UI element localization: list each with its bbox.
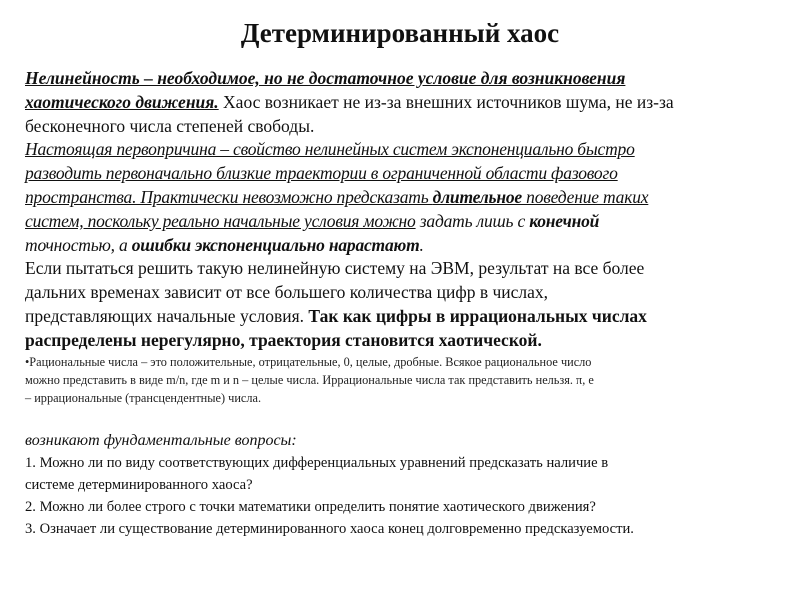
text-run: Так как цифры в иррациональных числах — [308, 305, 647, 326]
note-line: •Рациональные числа – это положительные, отрицательные, 0, целые, дробные. Всякое рациональное число — [25, 355, 592, 369]
note-line: можно представить в виде m/n, где m и n – целые числа. Иррациональные числа так представить нельзя. π, e — [25, 373, 594, 387]
p3-line — [25, 281, 674, 305]
question-1-cont: системе детерминированного хаоса? — [25, 477, 253, 493]
p2-line — [25, 186, 674, 210]
p3-line — [25, 329, 674, 353]
p3-line — [25, 257, 674, 281]
text-run: разводить первоначально близкие траектории в ограниченной области фазового — [25, 163, 618, 184]
text-run: длительное — [432, 186, 522, 207]
text-run: Если пытаться решить такую нелинейную систему на ЭВМ, результат на все более — [25, 258, 645, 279]
text-run: поведение таких — [522, 186, 649, 207]
text-run: точностью, а — [25, 234, 132, 255]
text-run: пространства. Практически невозможно предсказать — [25, 186, 433, 207]
p2-line — [25, 210, 674, 234]
text-run: ошибки экспоненциально нарастают — [131, 234, 420, 255]
questions-section — [25, 430, 634, 540]
p1-line — [25, 115, 674, 139]
question-1: 1. Можно ли по виду соответствующих дифференциальных уравнений предсказать наличие в — [25, 455, 609, 471]
text-run: задать лишь с — [415, 210, 530, 231]
text-run: Настоящая первопричина – свойство нелинейных систем экспоненциально быстро — [25, 139, 635, 160]
p1-line — [25, 67, 674, 91]
note-line: – иррациональные (трансцендентные) числа. — [25, 391, 262, 405]
text-run: систем, поскольку реально начальные условия можно — [25, 210, 416, 231]
main-text — [25, 67, 674, 353]
slide-title: Детерминированный хаос — [240, 18, 560, 48]
p2-line — [25, 234, 674, 258]
question-3: 3. Означает ли существование детерминированного хаоса конец долговременно предсказуемости. — [25, 521, 634, 537]
text-run: Нелинейность – необходимое, но не достаточное условие для возникновения — [25, 68, 626, 88]
p3-line — [25, 305, 674, 329]
text-run: конечной — [529, 210, 600, 231]
text-run: распределены нерегулярно, траектория становится хаотической. — [25, 329, 542, 350]
p2-line — [25, 162, 674, 186]
question-2: 2. Можно ли более строго с точки математики определить понятие хаотического движения? — [25, 499, 596, 515]
text-run: . — [419, 234, 424, 255]
text-run: бесконечного числа степеней свободы. — [25, 115, 315, 136]
text-run: представляющих начальные условия. — [25, 305, 309, 326]
text-run: Хаос возникает не из-за внешних источников шума, не из-за — [218, 91, 674, 112]
text-run: хаотического движения. — [25, 91, 219, 112]
p2-line — [25, 138, 674, 162]
p1-line — [25, 91, 674, 115]
questions-heading: возникают фундаментальные вопросы: — [25, 432, 297, 449]
rational-numbers-note — [25, 353, 594, 407]
text-run: дальних временах зависит от все большего количества цифр в числах, — [25, 282, 549, 303]
